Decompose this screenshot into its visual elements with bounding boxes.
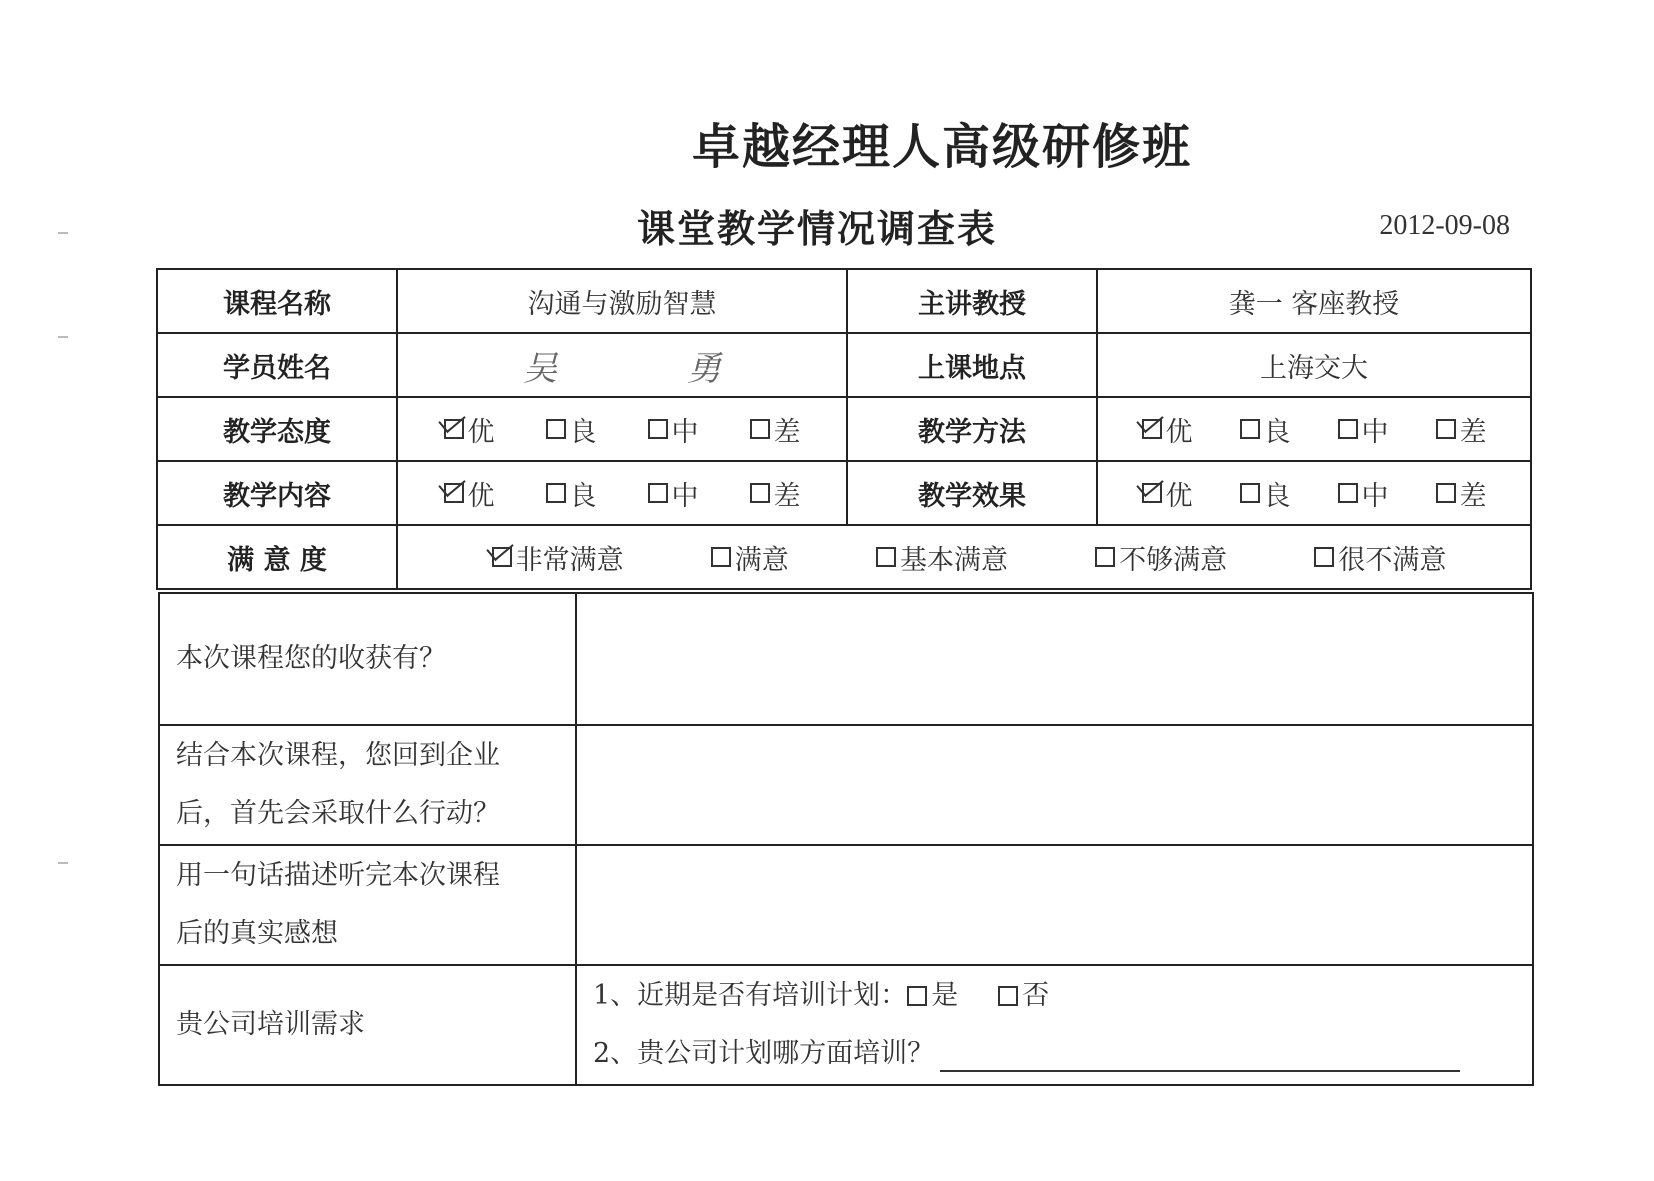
satisfaction-option-very-satisfied[interactable]: 非常满意 — [492, 538, 624, 577]
checkbox-icon — [1240, 483, 1260, 503]
effect-option-excellent[interactable]: 优 — [1142, 474, 1193, 513]
satisfaction-label: 满 意 度 — [157, 525, 397, 589]
checkbox-icon — [907, 986, 927, 1006]
row-question-feeling — [159, 845, 1533, 965]
checkbox-icon — [1436, 483, 1456, 503]
student-signature — [398, 341, 846, 390]
checkbox-icon — [1338, 483, 1358, 503]
professor-value[interactable]: 龚一 客座教授 — [1097, 269, 1531, 333]
checkbox-icon — [750, 419, 770, 439]
student-name-label: 学员姓名 — [157, 333, 397, 397]
method-option-excellent[interactable]: 优 — [1142, 410, 1193, 449]
checkbox-icon — [998, 986, 1018, 1006]
row-course — [157, 269, 1531, 333]
row-satisfaction — [157, 525, 1531, 589]
form-subtitle: 课堂教学情况调查表 — [636, 207, 997, 251]
question-gains-label: 本次课程您的收获有？ — [159, 593, 576, 725]
answer-action-field[interactable] — [576, 725, 1533, 845]
form-title: 卓越经理人高级研修班 — [691, 119, 1192, 175]
scan-mark — [58, 862, 68, 864]
checkbox-icon — [1095, 547, 1115, 567]
survey-table-bottom — [158, 592, 1534, 1086]
course-name-label: 课程名称 — [157, 269, 397, 333]
satisfaction-option-very-unsatisfied[interactable]: 很不满意 — [1314, 538, 1446, 577]
checkbox-icon — [546, 419, 566, 439]
checkbox-checked-icon — [1142, 483, 1162, 503]
checkbox-icon — [750, 483, 770, 503]
checkbox-icon — [546, 483, 566, 503]
row-training-needs — [159, 965, 1533, 1085]
effect-option-poor[interactable]: 差 — [1436, 474, 1487, 513]
content-option-good[interactable]: 良 — [546, 474, 597, 513]
training-plan-no[interactable]: 否 — [998, 967, 1049, 1025]
row-student — [157, 333, 1531, 397]
location-value[interactable]: 上海交大 — [1097, 333, 1531, 397]
content-options — [397, 461, 847, 525]
question-action-label: 结合本次课程，您回到企业 后，首先会采取什么行动？ — [159, 725, 576, 845]
satisfaction-option-satisfied[interactable]: 满意 — [711, 538, 789, 577]
scan-mark — [58, 336, 68, 338]
checkbox-icon — [876, 547, 896, 567]
content-option-excellent[interactable]: 优 — [444, 474, 495, 513]
checkbox-icon — [1338, 419, 1358, 439]
training-plan-question: 1、近期是否有培训计划： 是 否 — [593, 967, 1516, 1025]
row-content-effect — [157, 461, 1531, 525]
question-feeling-label: 用一句话描述听完本次课程 后的真实感想 — [159, 845, 576, 965]
signature-part-2: 勇 — [687, 348, 721, 389]
attitude-options — [397, 397, 847, 461]
method-options — [1097, 397, 1531, 461]
checkbox-icon — [1314, 547, 1334, 567]
satisfaction-options — [397, 525, 1531, 589]
content-label: 教学内容 — [157, 461, 397, 525]
checkbox-icon — [1436, 419, 1456, 439]
training-needs-label: 贵公司培训需求 — [159, 965, 576, 1085]
method-label: 教学方法 — [847, 397, 1097, 461]
content-option-poor[interactable]: 差 — [750, 474, 801, 513]
attitude-option-good[interactable]: 良 — [546, 410, 597, 449]
method-option-poor[interactable]: 差 — [1436, 410, 1487, 449]
attitude-option-poor[interactable]: 差 — [750, 410, 801, 449]
answer-feeling-field[interactable] — [576, 845, 1533, 965]
effect-option-fair[interactable]: 中 — [1338, 474, 1389, 513]
satisfaction-option-basically-satisfied[interactable]: 基本满意 — [876, 538, 1008, 577]
training-plan-yes[interactable]: 是 — [907, 967, 958, 1025]
attitude-option-excellent[interactable]: 优 — [444, 410, 495, 449]
training-area-input[interactable] — [940, 1036, 1460, 1072]
survey-table-top — [156, 268, 1532, 590]
content-option-fair[interactable]: 中 — [648, 474, 699, 513]
checkbox-checked-icon — [444, 419, 464, 439]
form-date: 2012-09-08 — [1379, 210, 1510, 241]
checkbox-icon — [1240, 419, 1260, 439]
professor-label: 主讲教授 — [847, 269, 1097, 333]
effect-label: 教学效果 — [847, 461, 1097, 525]
attitude-option-fair[interactable]: 中 — [648, 410, 699, 449]
row-question-action — [159, 725, 1533, 845]
training-needs-content — [576, 965, 1533, 1085]
satisfaction-option-not-satisfied[interactable]: 不够满意 — [1095, 538, 1227, 577]
row-question-gains — [159, 593, 1533, 725]
location-label: 上课地点 — [847, 333, 1097, 397]
checkbox-checked-icon — [492, 547, 512, 567]
checkbox-checked-icon — [444, 483, 464, 503]
method-option-fair[interactable]: 中 — [1338, 410, 1389, 449]
attitude-label: 教学态度 — [157, 397, 397, 461]
method-option-good[interactable]: 良 — [1240, 410, 1291, 449]
checkbox-checked-icon — [1142, 419, 1162, 439]
effect-option-good[interactable]: 良 — [1240, 474, 1291, 513]
row-attitude-method — [157, 397, 1531, 461]
effect-options — [1097, 461, 1531, 525]
course-name-value[interactable]: 沟通与激励智慧 — [397, 269, 847, 333]
checkbox-icon — [648, 483, 668, 503]
answer-gains-field[interactable] — [576, 593, 1533, 725]
training-area-question: 2、贵公司计划哪方面培训？ — [593, 1025, 1516, 1083]
checkbox-icon — [711, 547, 731, 567]
signature-part-1: 吴 — [523, 348, 557, 389]
checkbox-icon — [648, 419, 668, 439]
student-name-field[interactable] — [397, 333, 847, 397]
